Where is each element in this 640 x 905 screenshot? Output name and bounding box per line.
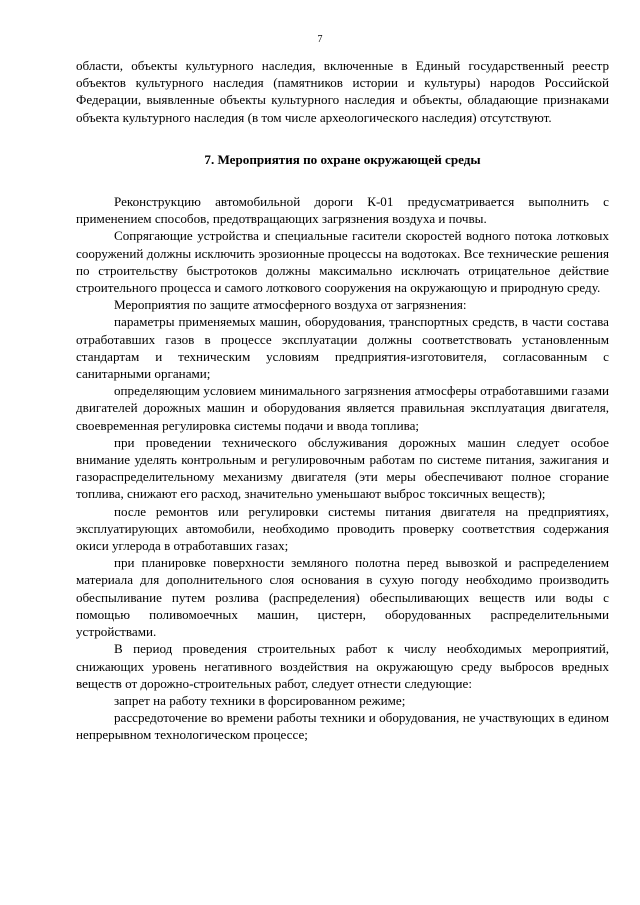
page-content (76, 57, 609, 744)
list-item: после ремонтов или регулировки системы питания двигателя на предприятиях, эксплуатирующих автомобили, необходимо проводить проверку соответствия содержания окиси углерода в отработавших газах; (76, 503, 609, 554)
page-number: 7 (317, 34, 323, 45)
list-item: рассредоточение во времени работы техники и оборудования, не участвующих в едином непрерывном технологическом процессе; (76, 710, 609, 743)
list-item: параметры применяемых машин, оборудования, транспортных средств, в части состава отработавших газов в процессе эксплуатации должны соответствовать установленным стандартам и техническим условиям предприятия-изготовителя, согласованным с санитарными органами; (76, 314, 609, 382)
list-item: запрет на работу техники в форсированном режиме; (114, 692, 406, 708)
paragraph: области, объекты культурного наследия, включенные в Единый государственный реестр объектов культурного наследия (памятников истории и культуры) народов Российской Федерации, выявленные объекты культурного наследия и объекты, обладающие признаками объекта культурного наследия (в том числе археологического наследия) отсутствуют. (76, 58, 609, 125)
list-item: при проведении технического обслуживания дорожных машин следует особое внимание уделять контрольным и регулировочным работам по системе питания, зажигания и газораспределительному механизму двигателя (эти меры обеспечивают полное сгорание топлива, снижают его расход, значительно уменьшают выброс токсичных веществ); (76, 434, 609, 502)
section-heading: 7. Мероприятия по охране окружающей среды (204, 151, 481, 167)
paragraph: Сопрягающие устройства и специальные гасители скоростей водного потока лотковых сооружений должны исключить эрозионные процессы на водотоках. Все технические решения по строительству быстротоков должны максимально исключать отрицательное действие строительного процесса и самого лоткового сооружения на окружающую и природную среду. (76, 228, 609, 296)
list-item: при планировке поверхности земляного полотна перед вывозкой и распределением материала для дополнительного слоя основания в сухую погоду необходимо производить обеспыливание путем розлива (распределения) обеспыливающих веществ или воды с помощью поливомоечных машин, цистерн, оборудованных распределительными устройствами. (76, 555, 609, 640)
paragraph: В период проведения строительных работ к числу необходимых мероприятий, снижающих уровень негативного воздействия на окружающую среду выбросов вредных веществ от дорожно-строительных работ, следует отнести следующие: (76, 641, 609, 691)
paragraph: Мероприятия по защите атмосферного воздуха от загрязнения: (114, 297, 467, 313)
paragraph: Реконструкцию автомобильной дороги К-01 предусматривается выполнить с применением способов, предотвращающих загрязнения воздуха и почвы. (76, 194, 609, 227)
list-item: определяющим условием минимального загрязнения атмосферы отработавшими газами двигателей дорожных машин и оборудования является правильная эксплуатация двигателя, своевременная регулировка системы подачи и ввода топлива; (76, 383, 609, 433)
